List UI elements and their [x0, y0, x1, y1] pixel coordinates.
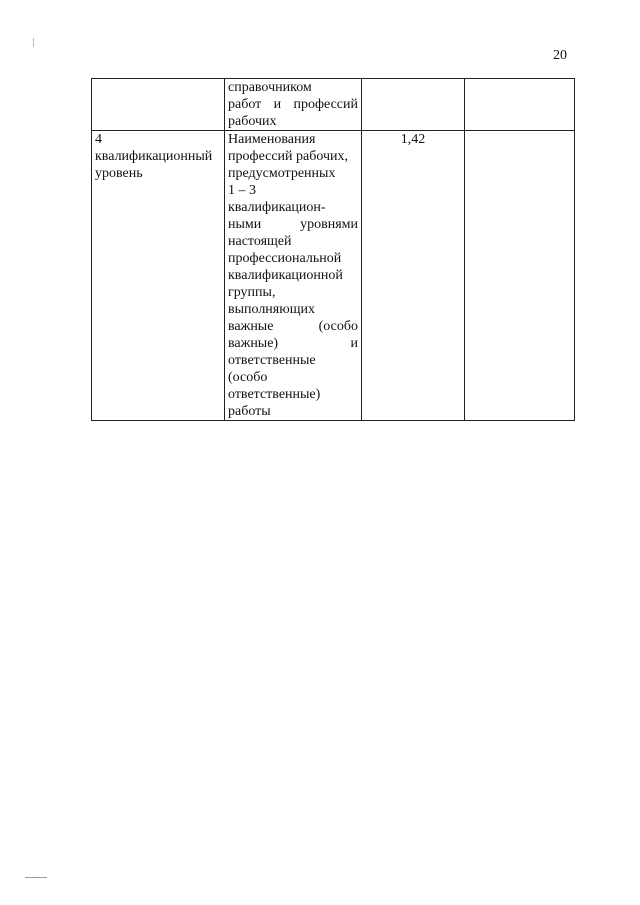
coefficient-cell: 1,42	[362, 131, 465, 421]
table-row	[92, 79, 575, 131]
qualification-level-cell	[92, 79, 225, 131]
text-line: важные (особо	[228, 319, 358, 334]
text-line: профессиональной	[228, 251, 342, 266]
scan-mark	[25, 877, 47, 878]
profession-description-cell	[225, 131, 362, 421]
table-row	[92, 131, 575, 421]
text-line: уровень	[95, 166, 143, 181]
page-number: 20	[553, 48, 567, 63]
text-line: профессий рабочих,	[228, 149, 349, 164]
text-line: группы,	[228, 285, 276, 300]
text-line: квалификационной	[228, 268, 343, 283]
coefficient-cell	[362, 79, 465, 131]
scan-mark	[33, 38, 34, 47]
text-line: справочником	[228, 80, 312, 95]
qualification-table	[91, 78, 575, 421]
profession-description-cell	[225, 79, 362, 131]
text-line: 1 – 3	[228, 183, 256, 198]
empty-cell	[465, 131, 575, 421]
text-line: квалификацион-	[228, 200, 326, 215]
empty-cell	[465, 79, 575, 131]
text-line: важные) и	[228, 336, 358, 351]
text-line: работ и профессий	[228, 97, 358, 112]
text-line: квалификационный	[95, 149, 213, 164]
qualification-level-cell	[92, 131, 225, 421]
text-line: (особо	[228, 370, 268, 385]
text-line: настоящей	[228, 234, 292, 249]
text-line: предусмотренных	[228, 166, 336, 181]
text-line: ными уровнями	[228, 217, 358, 232]
level-number: 4	[95, 132, 102, 147]
text-line: ответственные)	[228, 387, 321, 402]
text-line: работы	[228, 404, 271, 419]
text-line: рабочих	[228, 114, 277, 129]
text-line: выполняющих	[228, 302, 315, 317]
text-line: ответственные	[228, 353, 316, 368]
text-line: Наименования	[228, 132, 316, 147]
